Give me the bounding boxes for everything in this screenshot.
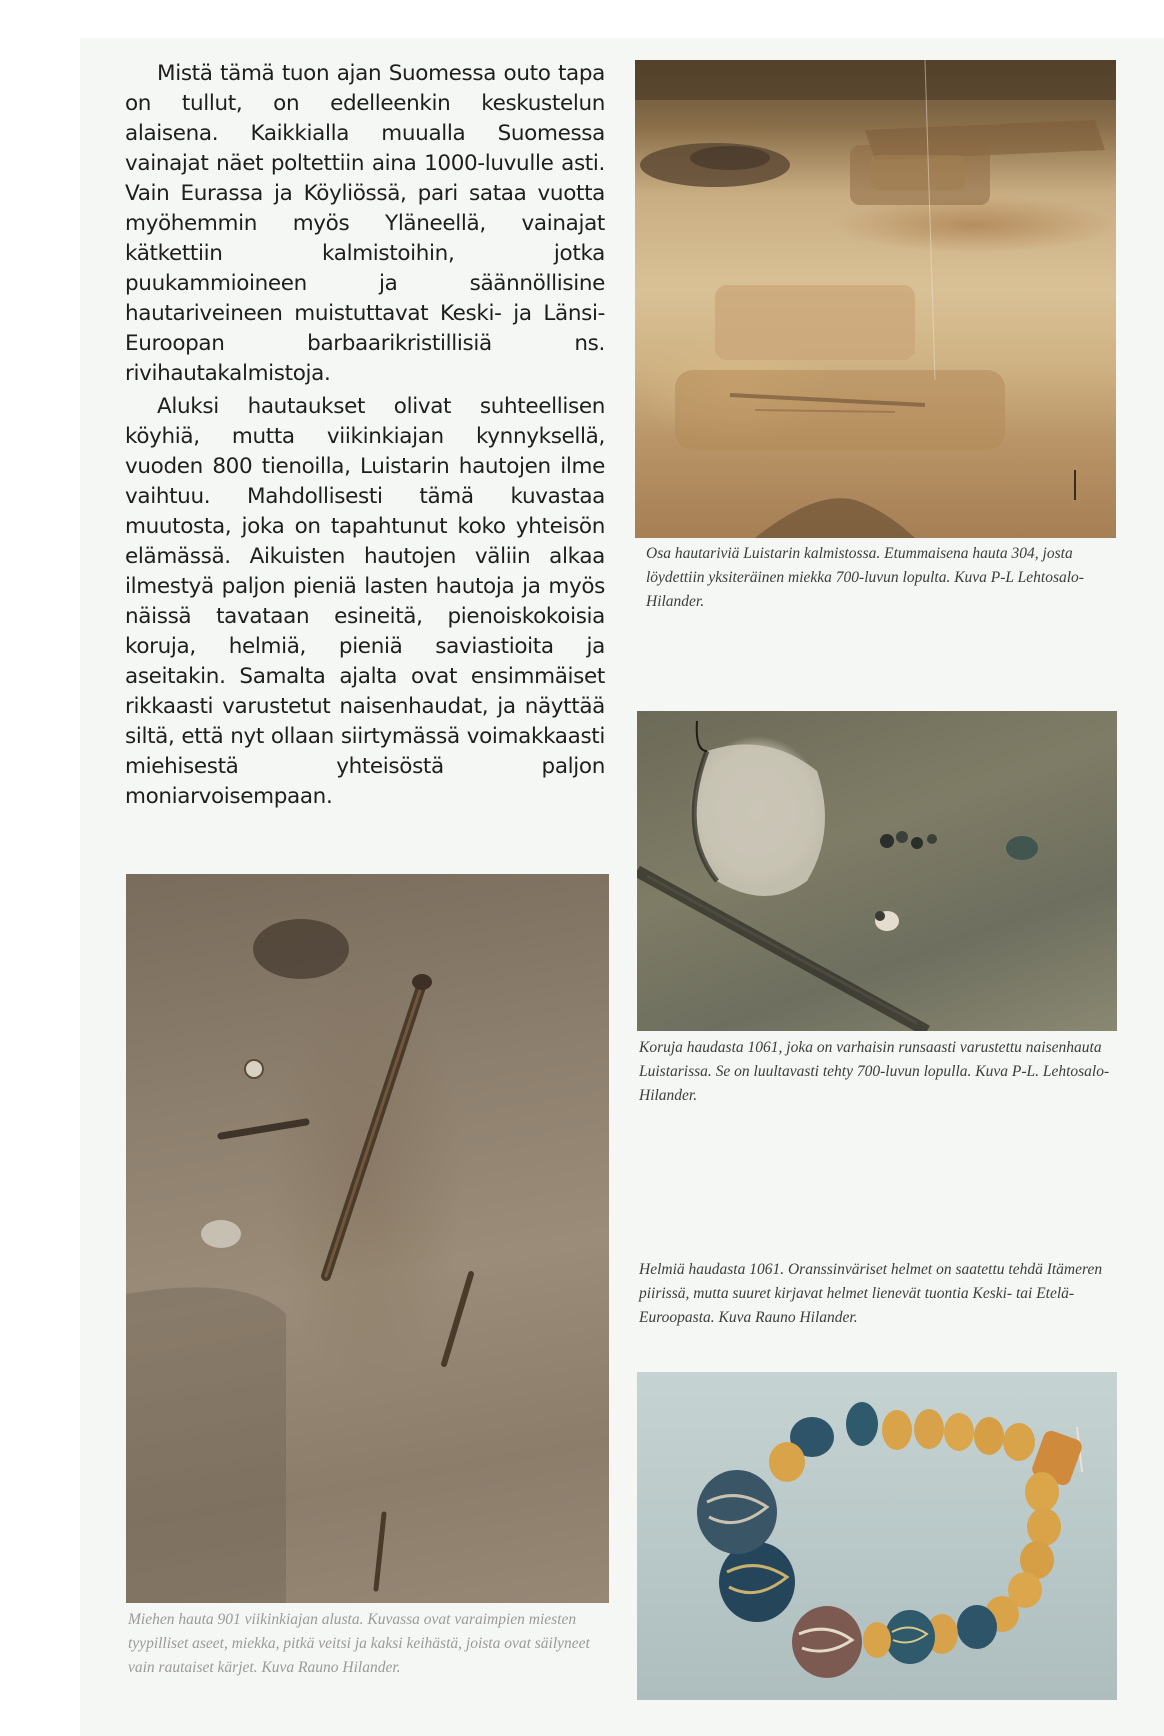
caption-beads-1061: Helmiä haudasta 1061. Oranssinväriset helmet on saatettu tehdä Itämeren piirissä, mutta suuret kirjavat helmet lienevät tuontia Keski- tai Etelä-Euroopasta. Kuva Rauno Hilander. xyxy=(639,1261,1103,1326)
photo-grave-901 xyxy=(126,874,609,1603)
caption-jewellery-1061: Koruja haudasta 1061, joka on varhaisin runsaasti varustettu naisenhauta Luistarissa. Se on luultavasti tehty 700-luvun lopulla. Kuva P-L. Lehtosalo-Hilander. xyxy=(639,1039,1110,1104)
photo-beads-necklace xyxy=(637,1372,1117,1700)
body-paragraph-1: Mistä tämä tuon ajan Suomessa outo tapa on tullut, on edelleenkin keskustelun alaisena. Kaikkialla muualla Suomessa vainajat näet poltettiin aina 1000-luvulle asti. Vain Eurassa ja Köyliössä, pari sataa vuotta myöhemmin myös Yläneellä, vainajat kätkettiin kalmistoihin, jotka puukammioineen ja säännöllisine hautariveineen muistuttavat Keski- ja Länsi-Euroopan barbaarikristillisiä ns. rivihautakalmistoja. xyxy=(125,61,605,386)
caption-grave-row: Osa hautariviä Luistarin kalmistossa. Etummaisena hauta 304, josta löydettiin yksiteräinen miekka 700-luvun lopulta. Kuva P-L Lehtosalo-Hilander. xyxy=(646,545,1084,610)
caption-grave-901: Miehen hauta 901 viikinkiajan alusta. Kuvassa ovat varaimpien miesten tyypilliset aseet, miekka, pitkä veitsi ja kaksi keihästä, joista ovat säilyneet vain rautaiset kärjet. Kuva Rauno Hilander. xyxy=(128,1611,590,1676)
photo-grave-row xyxy=(635,60,1116,538)
body-paragraph-2: Aluksi hautaukset olivat suhteellisen köyhiä, mutta viikinkiajan kynnyksellä, vuoden 800 tienoilla, Luistarin hautojen ilme vaihtuu. Mahdollisesti tämä kuvastaa muutosta, joka on tapahtunut koko yhteisön elämässä. Aikuisten hautojen väliin alkaa ilmestyä paljon pieniä lasten hautoja ja myös näissä tavataan esineitä, pienoiskokoisia koruja, helmiä, pieniä saviastioita ja aseitakin. Samalta ajalta ovat ensimmäiset rikkaasti varustetut naisenhaudat, ja näyttää siltä, että nyt ollaan siirtymässä voimakkaasti miehisestä yhteisöstä paljon moniarvoisempaan. xyxy=(125,394,605,809)
photo-jewellery-illustration xyxy=(637,711,1117,1031)
photo-jewellery-1061 xyxy=(637,711,1117,1031)
photo-grave-row-illustration xyxy=(635,60,1116,538)
photo-grave-901-illustration xyxy=(126,874,609,1603)
beads-necklace-illustration xyxy=(637,1372,1117,1700)
